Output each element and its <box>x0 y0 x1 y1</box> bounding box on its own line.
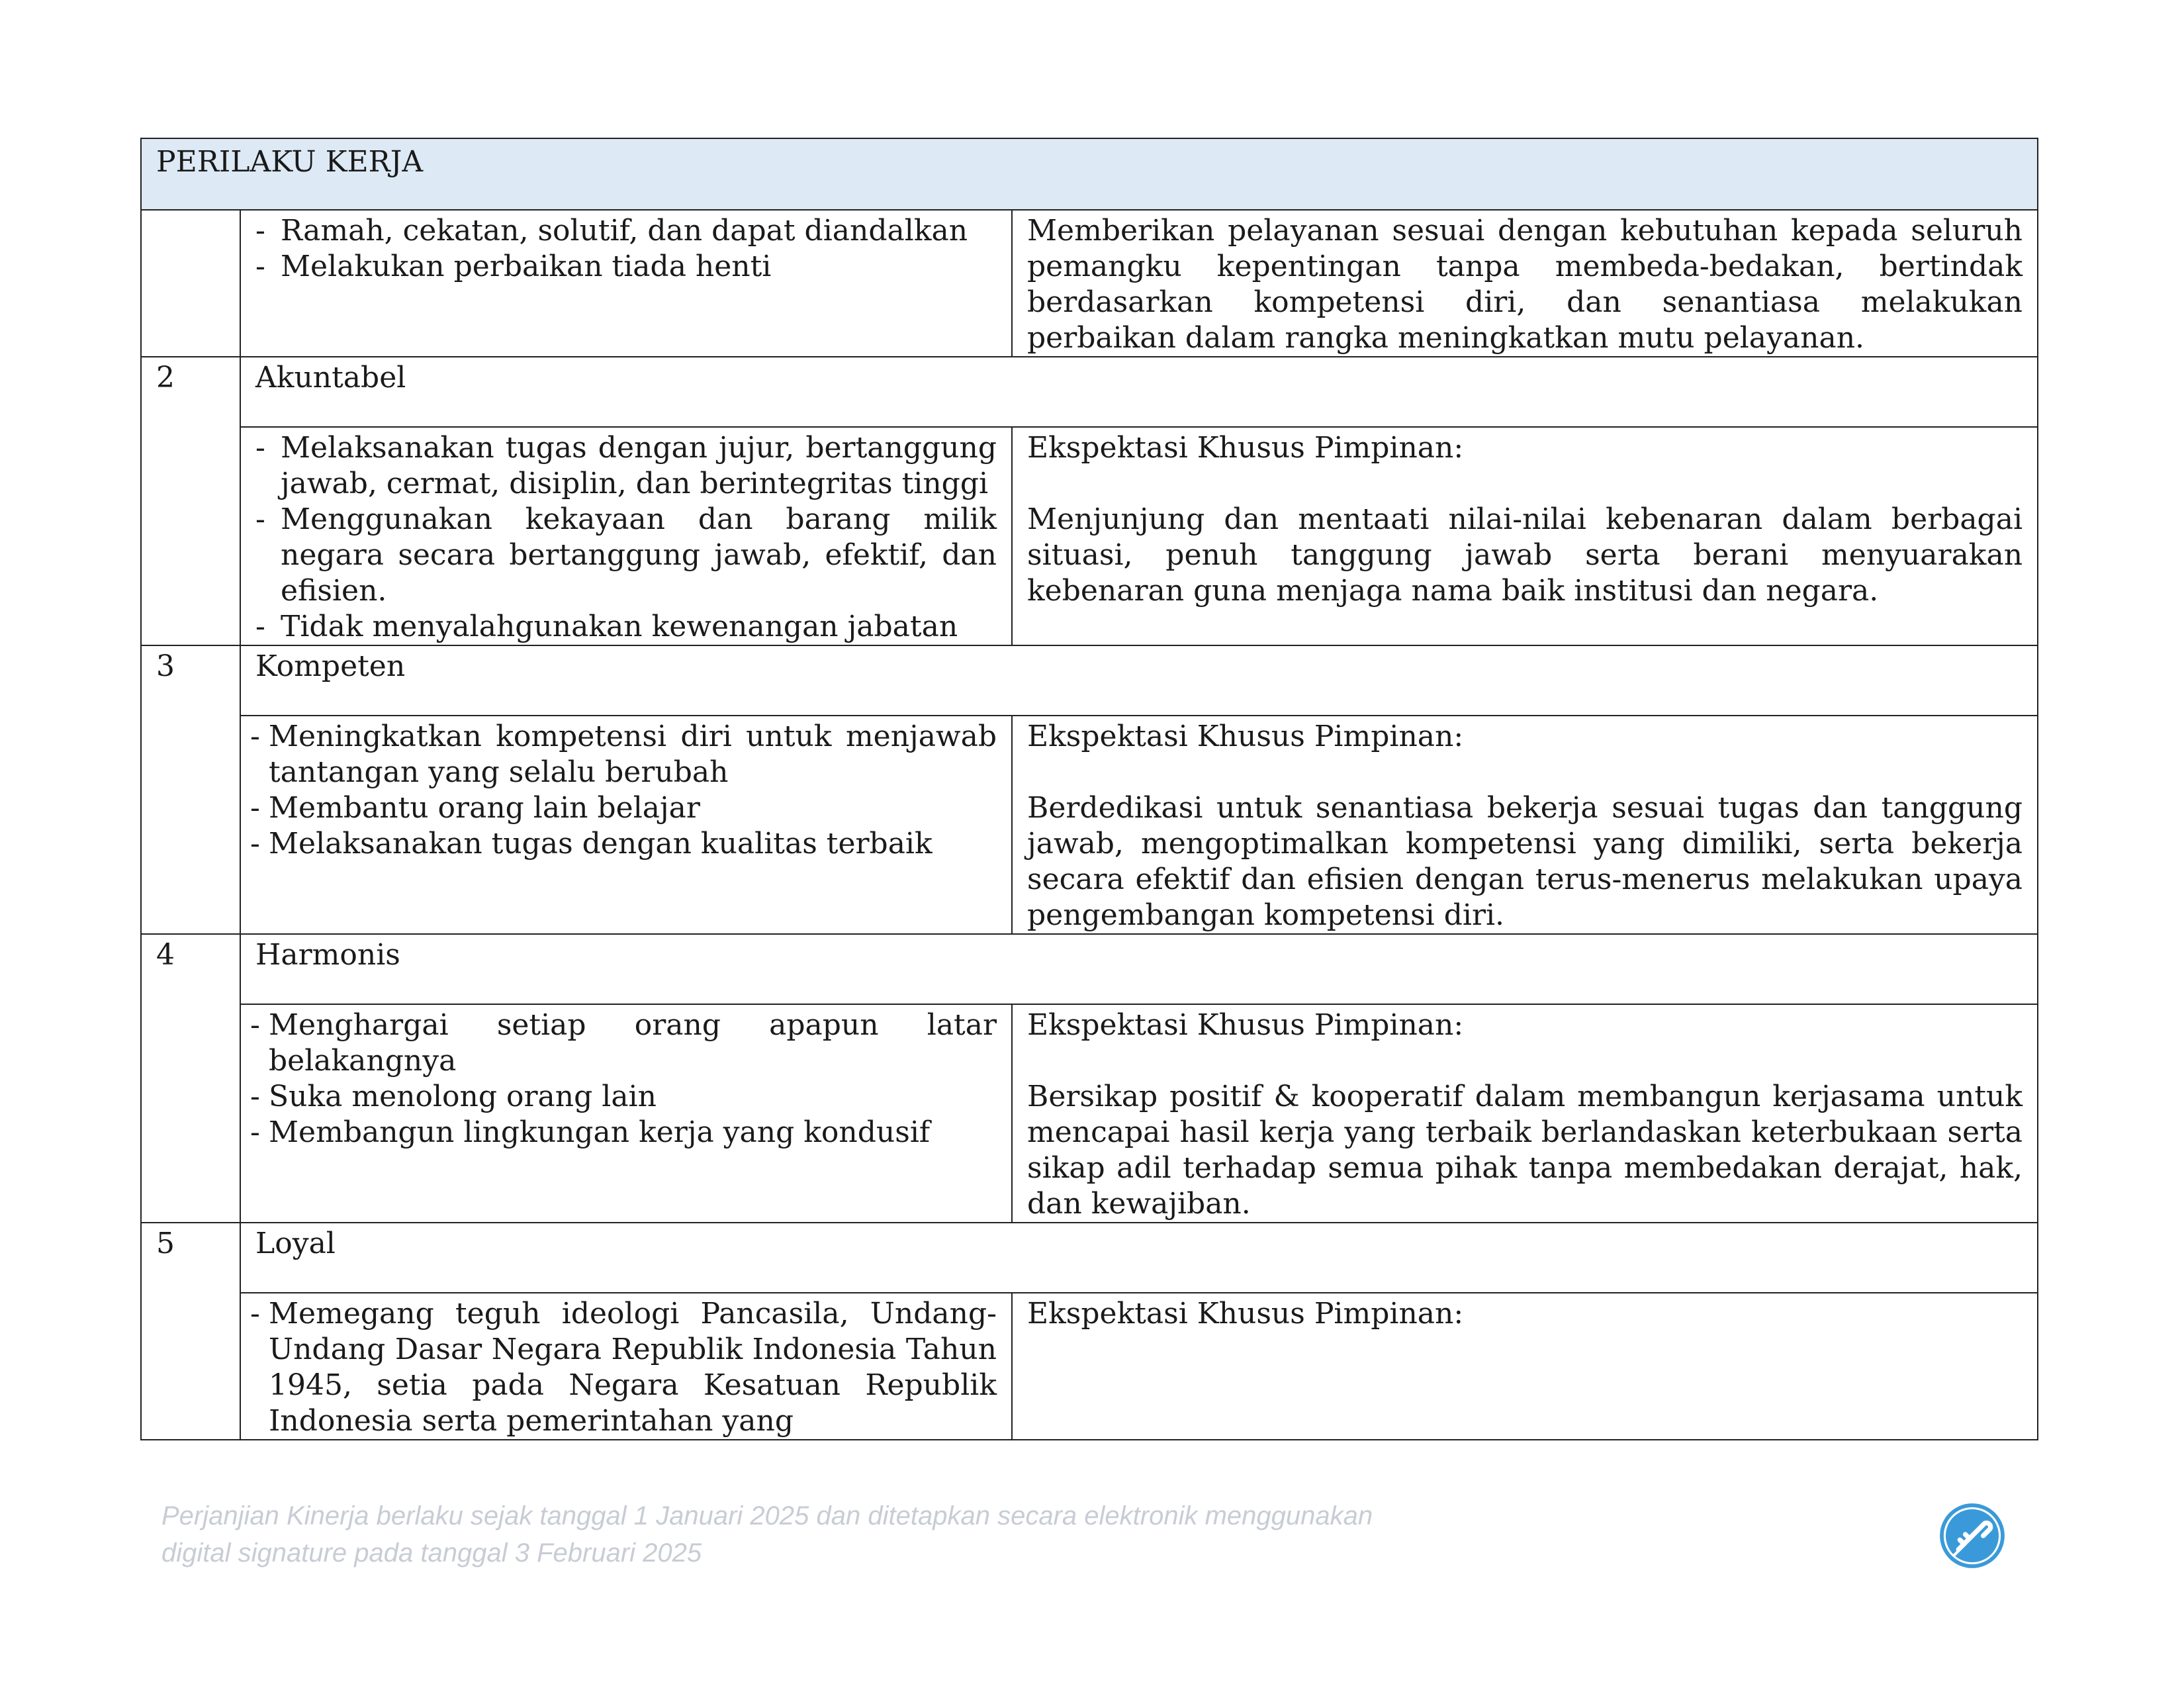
expectation-label: Ekspektasi Khusus Pimpinan: <box>1027 1297 1464 1331</box>
list-item: - Meningkatkan kompetensi diri untuk menjawab tantangan yang selalu berubah <box>250 719 997 790</box>
section-title-row <box>141 645 2038 716</box>
number-cell <box>141 716 240 934</box>
expectation-label: Ekspektasi Khusus Pimpinan: <box>1027 1008 1464 1042</box>
list-item: - Tidak menyalahgunakan kewenangan jabatan <box>255 609 997 645</box>
list-item: - Suka menolong orang lain <box>250 1079 997 1115</box>
expectation-text: Menjunjung dan mentaati nilai-nilai kebenaran dalam berbagai situasi, penuh tanggung jawab serta berani menyuarakan kebenaran guna menjaga nama baik institusi dan negara. <box>1027 502 2023 608</box>
list-item: - Ramah, cekatan, solutif, dan dapat diandalkan <box>255 213 997 249</box>
behavior-cell <box>240 1004 1012 1223</box>
table-row <box>141 716 2038 934</box>
footer-line-2: digital signature pada tanggal 3 Februari 2025 <box>161 1538 702 1568</box>
list-item: - Melaksanakan tugas dengan kualitas terbaik <box>250 826 997 862</box>
footer-line-1: Perjanjian Kinerja berlaku sejak tanggal 1 Januari 2025 dan ditetapkan secara elektronik menggunakan <box>161 1501 1373 1530</box>
section-title-row <box>141 357 2038 427</box>
footer-note <box>161 1497 1551 1571</box>
table-row <box>141 210 2038 357</box>
expectation-cell <box>1012 716 2038 934</box>
table-header: PERILAKU KERJA <box>141 138 2038 210</box>
expectation-label: Ekspektasi Khusus Pimpinan: <box>1027 431 1464 465</box>
table-row <box>141 427 2038 645</box>
section-title: Loyal <box>240 1223 2038 1293</box>
expectation-cell <box>1012 427 2038 645</box>
expectation-cell <box>1012 1293 2038 1440</box>
section-title: Kompeten <box>240 645 2038 716</box>
list-item: - Menggunakan kekayaan dan barang milik negara secara bertanggung jawab, efektif, dan efisien. <box>255 502 997 609</box>
behavior-cell <box>240 427 1012 645</box>
section-number: 2 <box>141 357 240 427</box>
expectation-label: Ekspektasi Khusus Pimpinan: <box>1027 720 1464 753</box>
table-row <box>141 1293 2038 1440</box>
section-number: 5 <box>141 1223 240 1293</box>
perilaku-kerja-table <box>140 138 2038 1440</box>
list-item: - Membangun lingkungan kerja yang kondusif <box>250 1115 997 1150</box>
section-number: 3 <box>141 645 240 716</box>
section-title: Akuntabel <box>240 357 2038 427</box>
table-header-row <box>141 138 2038 210</box>
behavior-cell <box>240 210 1012 357</box>
expectation-text: Bersikap positif & kooperatif dalam membangun kerjasama untuk mencapai hasil kerja yang terbaik berlandaskan keterbukaan serta sikap adil terhadap semua pihak tanpa membedakan derajat, hak, dan kewajiban. <box>1027 1080 2023 1221</box>
section-title-row <box>141 934 2038 1004</box>
list-item: - Menghargai setiap orang apapun latar belakangnya <box>250 1008 997 1079</box>
description-text: Memberikan pelayanan sesuai dengan kebutuhan kepada seluruh pemangku kepentingan tanpa membeda-bedakan, bertindak berdasarkan kompetensi diri, dan senantiasa melakukan perbaikan dalam rangka meningkatkan mutu pelayanan. <box>1027 214 2023 355</box>
description-cell <box>1012 210 2038 357</box>
list-item: - Membantu orang lain belajar <box>250 790 997 826</box>
list-item: - Melaksanakan tugas dengan jujur, bertanggung jawab, cermat, disiplin, dan berintegritas tinggi <box>255 430 997 502</box>
expectation-cell <box>1012 1004 2038 1223</box>
list-item: - Melakukan perbaikan tiada henti <box>255 249 997 285</box>
number-cell <box>141 1004 240 1223</box>
number-cell <box>141 427 240 645</box>
digital-signature-seal-icon <box>1938 1501 2007 1570</box>
behavior-cell <box>240 1293 1012 1440</box>
number-cell <box>141 1293 240 1440</box>
list-item: - Memegang teguh ideologi Pancasila, Undang-Undang Dasar Negara Republik Indonesia Tahun 1945, setia pada Negara Kesatuan Republik Indonesia serta pemerintahan yang <box>250 1296 997 1439</box>
section-title-row <box>141 1223 2038 1293</box>
behavior-cell <box>240 716 1012 934</box>
expectation-text: Berdedikasi untuk senantiasa bekerja sesuai tugas dan tanggung jawab, mengoptimalkan kompetensi yang dimiliki, serta bekerja secara efektif dan efisien dengan terus-menerus melakukan upaya pengembangan kompetensi diri. <box>1027 791 2023 932</box>
section-number: 4 <box>141 934 240 1004</box>
number-cell <box>141 210 240 357</box>
table-row <box>141 1004 2038 1223</box>
section-title: Harmonis <box>240 934 2038 1004</box>
